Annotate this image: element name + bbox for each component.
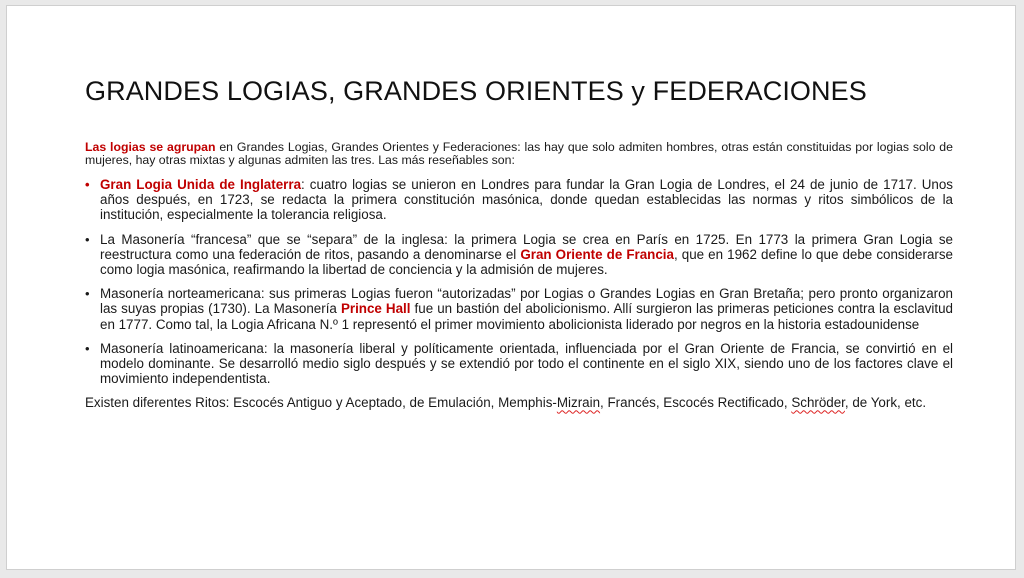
outro-text-1: Existen diferentes Ritos: Escocés Antiguo y Aceptado, de Emulación, Memphis- [85,395,557,411]
bullet-item-latinoamericana [85,341,953,387]
intro-text: en Grandes Logias, Grandes Orientes y Federaciones: las hay que solo admiten hombres, otras están constituidas por logias solo de mujeres, hay otras mixtas y algunas admiten las tres. Las más reseñables son: [85,140,953,167]
bullet-marker: • [85,340,90,356]
bullet-highlight: Prince Hall [340,301,411,317]
slide [6,5,1016,570]
slide-body [85,141,953,411]
spellcheck-word-mizrain[interactable]: Mizrain [556,395,601,411]
intro-lead: Las logias se agrupan [85,140,216,154]
bullet-item-norteamericana [85,286,953,332]
bullet-text: La Masonería “francesa” que se “separa” de la inglesa: la primera Logia se crea en París en 1725. En 1773 la primera Gran Logia se reestructura como una federación de ritos, pasando a denominarse el [100,231,953,262]
bullet-item-inglaterra [85,177,953,223]
bullet-marker: • [85,286,90,302]
outro-text-2: , Francés, Escocés Rectificado, [600,395,792,411]
slide-title: GRANDES LOGIAS, GRANDES ORIENTES y FEDERACIONES [85,76,867,106]
outro-text-3: , de York, etc. [844,395,927,411]
outro-paragraph [85,395,953,410]
bullet-highlight: Gran Oriente de Francia [520,246,674,262]
bullet-text: Masonería norteamericana: sus primeras Logias fueron “autorizadas” por Logias o Grandes Logias en Gran Bretaña; pero pronto organizaron las suyas propias (1730). La Masonería [100,286,953,317]
bullet-item-francesa [85,232,953,278]
bullet-lead: Gran Logia Unida de Inglaterra [100,177,302,192]
bullet-text: Masonería latinoamericana: la masonería liberal y políticamente orientada, influenciada por el Gran Oriente de Francia, se convirtió en el modelo dominante. Se desarrolló medio siglo después y se extendió por todo el continente en el siglo XIX, siendo uno de los factores clave el movimiento independentista. [100,340,953,387]
intro-paragraph [85,141,953,167]
bullet-text: : cuatro logias se unieron en Londres para fundar la Gran Logia de Londres, el 24 de junio de 1717. Unos años después, en 1723, se redacta la primera constitución masónica, donde quedan establecidas las normas y ritos simbólicos de la institución, especialmente la tolerancia religiosa. [100,177,953,223]
spellcheck-word-schroder[interactable]: Schröder [791,395,845,411]
bullet-marker: • [85,177,90,192]
bullet-marker: • [85,231,90,247]
bullet-text-after: , que en 1962 define lo que debe considerarse como logia masónica, reafirmando la libertad de conciencia y la admisión de mujeres. [100,246,953,278]
bullet-text-after: fue un bastión del abolicionismo. Allí surgieron las primeras peticiones contra la esclavitud en 1777. Como tal, la Logia Africana N.º 1 representó el primer movimiento abolicionista liderado por negros en la historia estadounidense [100,301,953,332]
bullet-list [85,177,953,386]
